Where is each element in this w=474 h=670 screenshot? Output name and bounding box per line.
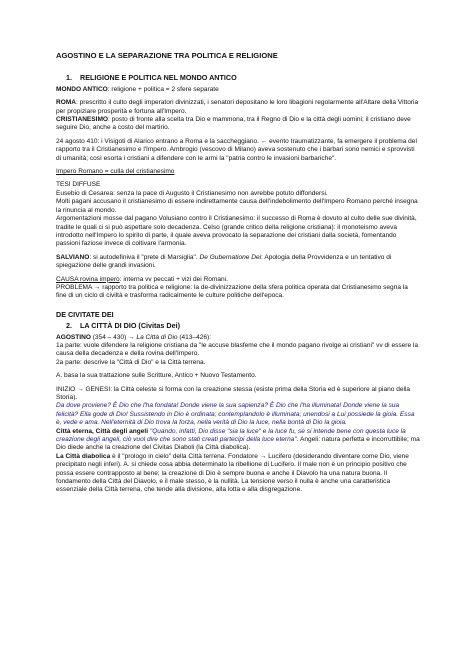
paragraph-parte-2: 2a parte: descrive la "Città di Dio" e la Città terrena. [56,358,206,366]
paragraph-causa: CAUSA rovina impero: interna vv peccati + vizi dei Romani. [56,275,228,283]
paragraph-tesi-2: Molti pagani accusano il cristianesimo di essere indirettamente causa dell'indebolimento dell'Impero Romano perché insegna la rinuncia al mondo. [56,198,418,214]
term-agostino: AGOSTINO [56,333,91,341]
paragraph-410: 24 agosto 410: i Visigoti di Alarico entrano a Roma e la saccheggiano. ← evento traumatizzante, fa emergere il problema del rapporto tra il Cristianesimo e l'Impero. Ambrogio (vescovo di Milano) aveva sostenuto che i barbari sono nemici e sprovvisti di umanità; così esorta i cristiani a difendere con le armi la "patria contro le invasioni barbariche". [56,137,417,162]
paragraph-citta-eterna: Città eterna, Città degli angeli "Quando, infatti, Dio disse "sia la luce" e la luce fu, se si intende bene con questa luce la creazione degli angeli, ciò vuol dire che sono stati creati partecipi della luce eterna". Angeli: natura perfetta e incorruttibile; ma Dio diede anche la creazione del Civitas Diaboli (la Città diabolica). [56,427,420,452]
paragraph-tesi-1: Eusebio di Cesarea: senza la pace di Augusto il Cristianesimo non avrebbe potuto diffondersi. [56,189,328,197]
section-heading-2 [66,322,420,330]
section-heading-1 [66,74,420,82]
section-number: 1. [66,73,72,83]
paragraph-agostino: AGOSTINO (354 – 430) → La Città di Dio (413–426): [56,333,212,341]
paragraph-cristianesimo: CRISTIANESIMO: posto di fronte alla scelta tra Dio e mammona, tra il Regno di Dio e la città degli uomini; il cristiano deve seguire Dio, anche a costo del martirio. [56,116,411,132]
term-mondo-antico: MONDO ANTICO [56,85,108,93]
term-cristianesimo: CRISTIANESIMO [56,116,109,124]
term-citta-diabolica: La Città diabolica [56,452,111,460]
paragraph-citta-diabolica: La Città diabolica è il "prologo in cielo" della Città terrena. Fondatore → Lucifero (desiderando diventare come Dio, viene precipitato negli inferi). A. si chiede cosa abbia determinato la ribellione di Lucifero. Il male non è un principio positivo che possa essere contrapposto al bene; la creazione di Dio è sempre buona e anche il Diavolo ha una natura buona. Il fondamento della Città del Diavolo, e il male stesso, è la nullità. La tensione verso il nulla è anche una caratteristica essenziale della Città terrena, che tende alla divisione, alla lotta e alla disgregazione. [56,452,409,494]
title-de-gubernatione-dei: De Gubernatione Dei [199,253,262,261]
section-heading-text: RELIGIONE E POLITICA NEL MONDO ANTICO [80,73,237,83]
paragraph-tesi-3: Argomentazioni mosse dal pagano Volusiano contro il Cristianesimo: il successo di Roma è dovuto al culto delle sue divinità, tradite le quali ci si può aspettare solo decadenza. Celso (grande critico della religione cristiana): il monoteismo aveva introdotto nell'Impero lo spirito di parte, il quale aveva provocato la separazione dei cristiani dalla società, fomentando passioni faziose invece di coltivare l'armonia. [56,215,417,248]
paragraph-parte-1: 1a parte: vuole difendere la religione cristiana da "le accuse blasfeme che il mondo pagano rivolge ai cristiani" vv di essere la causa della decadenza e della rovina dell'Impero. [56,341,419,358]
term-causa: CAUSA rovina impero [56,275,120,283]
section-title-de-civitate-dei: DE CIVITATE DEI [56,309,114,319]
paragraph-inizio: INIZIO → GENESI: la Città celeste si forma con la creazione stessa (esiste prima della Storia ed è superiore al piano della Storia). [56,385,411,401]
section-number: 2. [66,321,72,331]
paragraph-salviano: SALVIANO: si autodefiniva il "prete di Marsiglia". De Gubernatione Dei: Apologia della Provvidenza e un tentativo di spiegazione delle grandi invasioni. [56,253,392,270]
paragraph-mondo-antico: MONDO ANTICO: religione + politica = 2 sfere separate [56,85,219,93]
paragraph-impero-romano: Impero Romano = culla del cristianesimo [56,168,175,176]
document-title: AGOSTINO E LA SEPARAZIONE TRA POLITICA E RELIGIONE [56,51,278,60]
paragraph-quote: Da dove proviene? È Dio che l'ha fondata! Donde viene la sua sapienza? È Dio che l'ha illuminata! Donde viene la sua felicità? Ella gode di Dio! Sussistendo in Dio è ordinata; contemplandolo è illuminata; unendosi a Lui possiede la gioia. Essa è, vede e ama. Nell'eternità di Dio trova la forza, nella verità di Dio la luce, nella bontà di Dio la gioia. [56,402,415,427]
paragraph-roma: ROMA: prescritto il culto degli imperatori divinizzati, i senatori depositano le loro libagioni regolarmente all'Altare della Vittoria per propiziare prosperità e fortuna all'Impero. [56,99,419,115]
term-salviano: SALVIANO [56,253,90,261]
term-citta-eterna: Città eterna, Città degli angeli [56,427,149,435]
paragraph-basa: A. basa la sua trattazione sulle Scritture, Antico + Nuovo Testamento. [56,372,257,380]
term-roma: ROMA [56,99,77,107]
section-heading-text: LA CITTÀ DI DIO (Civitas Dei) [80,321,180,331]
quote-luce: "Quando, infatti, Dio disse "sia la luce" e la luce fu, se si intende bene con questa luce la creazione degli angeli, ciò vuol dire che sono stati creati partecipi della luce eterna". [56,427,406,444]
label-tesi-diffuse: TESI DIFFUSE [56,181,101,189]
paragraph-problema: PROBLEMA → rapporto tra politica e religione: la de-divinizzazione della sfera politica operata dal Cristianesimo segna la fine di un ciclo di civiltà e trasforma radicalmente le culture politiche dell'epoca. [56,283,408,300]
title-la-citta-di-dio: La Città di Dio [136,333,178,341]
